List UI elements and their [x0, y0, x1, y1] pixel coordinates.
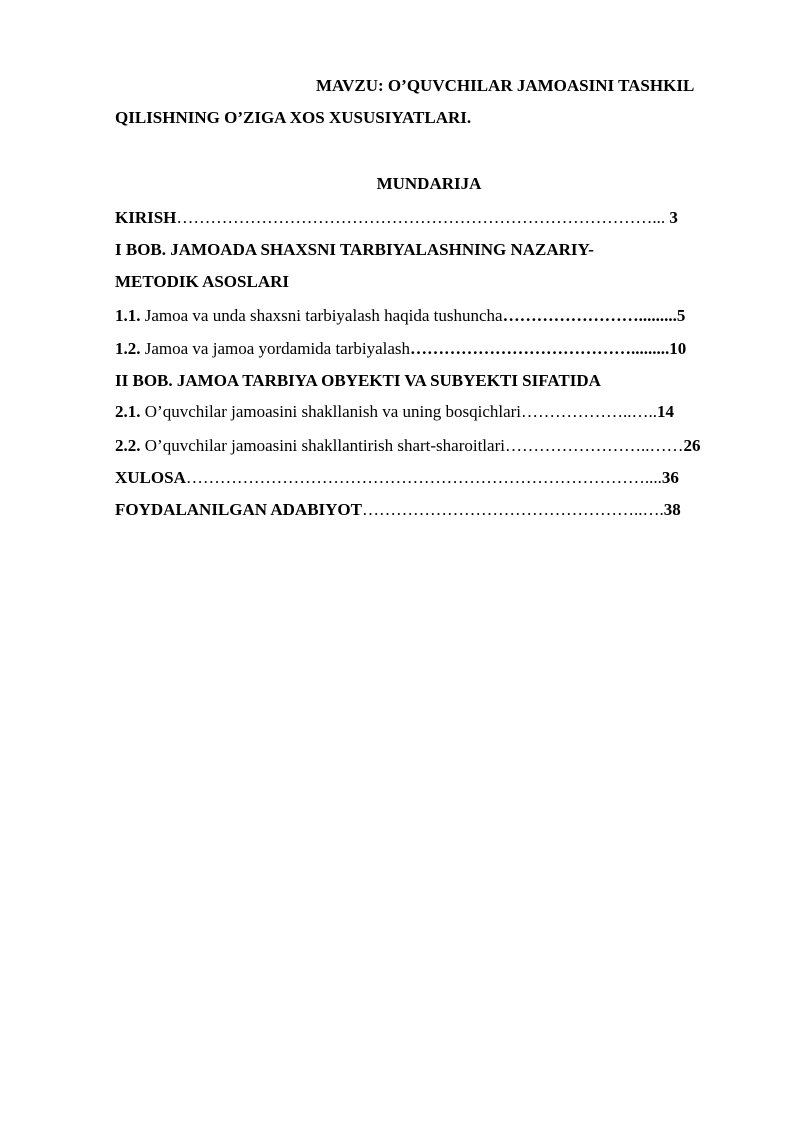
toc-page-number: 5 [676, 306, 686, 325]
toc-entry-label: I BOB. JAMOADA SHAXSNI TARBIYALASHNING NAZARIY- [115, 240, 594, 259]
toc-leader-dots: …………………………………………..…. [362, 500, 664, 519]
toc-section-number: 1.2. [115, 339, 141, 358]
toc-chapter-1-line-1 [115, 238, 745, 262]
toc-leader-dots: ……………………......... [502, 306, 677, 325]
toc-page-number: 3 [669, 208, 678, 227]
toc-entry-label: XULOSA [115, 468, 186, 487]
toc-chapter-1-line-2 [115, 270, 745, 294]
toc-page-number: 38 [663, 500, 681, 519]
toc-heading: MUNDARIJA [376, 174, 482, 193]
toc-section-number: 1.1. [115, 306, 141, 325]
toc-page-number: 14 [657, 402, 675, 421]
toc-entry-label: KIRISH [115, 208, 177, 227]
toc-entry-kirish [115, 206, 745, 230]
toc-entry-2-2 [115, 434, 745, 458]
topic-title-line-2: QILISHNING O’ZIGA XOS XUSUSIYATLARI. [115, 108, 472, 127]
toc-entry-label: FOYDALANILGAN ADABIYOT [115, 500, 362, 519]
toc-leader-dots: ……………………..…… [504, 436, 684, 455]
toc-entry-label: Jamoa va unda shaxsni tarbiyalash haqida tushuncha [140, 306, 503, 325]
toc-entry-xulosa [115, 466, 745, 490]
toc-entry-2-1 [115, 400, 745, 424]
toc-entry-1-1 [115, 304, 745, 328]
toc-entry-label: METODIK ASOSLARI [115, 272, 289, 291]
toc-entry-1-2 [115, 337, 745, 361]
toc-entry-label: II BOB. JAMOA TARBIYA OBYEKTI VA SUBYEKTI SIFATIDA [115, 371, 601, 390]
toc-section-number: 2.2. [115, 436, 141, 455]
toc-page-number: 36 [661, 468, 679, 487]
toc-leader-dots: ………………..….. [521, 402, 658, 421]
toc-leader-dots: …………………………………………………………………………... [176, 208, 670, 227]
topic-title-line-1: MAVZU: O’QUVCHILAR JAMOASINI TASHKIL [316, 76, 695, 95]
toc-chapter-2 [115, 369, 745, 393]
toc-leader-dots: …………………………………......... [410, 339, 670, 358]
toc-entry-label: Jamoa va jamoa yordamida tarbiyalash [140, 339, 411, 358]
toc-entry-label: O’quvchilar jamoasini shakllantirish shart-sharoitlari [140, 436, 505, 455]
toc-page-number: 26 [683, 436, 701, 455]
toc-entry-adabiyot [115, 498, 745, 522]
toc-leader-dots: ……………………………………………………………………….... [185, 468, 662, 487]
toc-page-number: 10 [669, 339, 687, 358]
toc-entry-label: O’quvchilar jamoasini shakllanish va uning bosqichlari [140, 402, 522, 421]
toc-section-number: 2.1. [115, 402, 141, 421]
